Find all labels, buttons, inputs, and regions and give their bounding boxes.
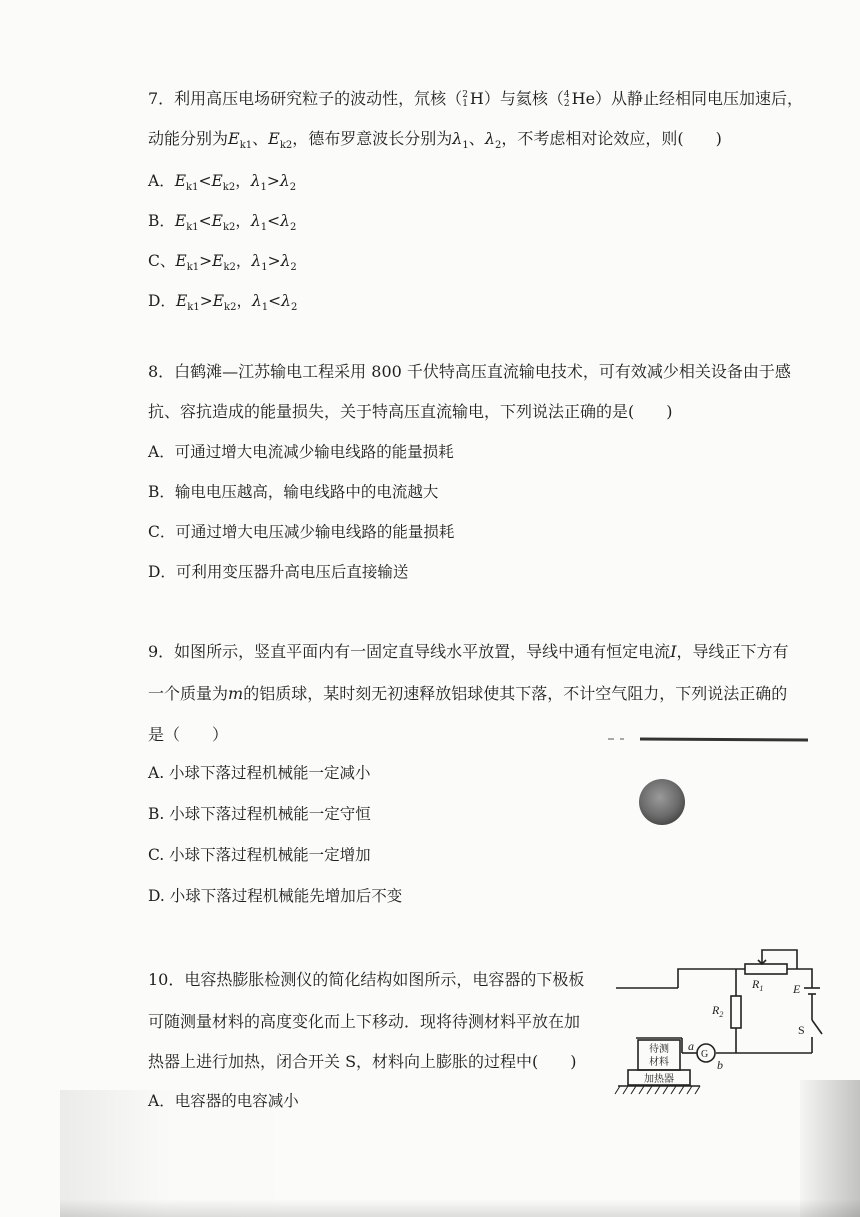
q7-option-b[interactable]: B．$E_{k1}<E_{k2}$，$\lambda_1<\lambda_2$ xyxy=(148,212,297,234)
aluminum-ball xyxy=(639,779,685,825)
q7-stem-line-1: 7．利用高压电场研究粒子的波动性，氘核（ 2 1 H）与氦核（ 4 2 He）从静止经相同电压加速后， xyxy=(148,89,804,109)
q9-stem-line-1: 9．如图所示，竖直平面内有一固定直导线水平放置，导线中通有恒定电流I，导线正下方有 xyxy=(148,642,789,661)
q10-stem-line-1: 10．电容热膨胀检测仪的简化结构如图所示，电容器的下极板 xyxy=(148,970,585,989)
label-material-2: 材料 xyxy=(649,1057,669,1068)
label-r1: $R_1$ xyxy=(752,977,764,993)
q8-stem-line-1: 8．白鹤滩—江苏输电工程采用 800 千伏特高压直流输电技术，可有效减少相关设备由于感 xyxy=(148,362,791,381)
q7-option-c[interactable]: C、$E_{k1}>E_{k2}$，$\lambda_1>\lambda_2$ xyxy=(148,252,297,274)
q10-stem-line-2: 可随测量材料的高度变化而上下移动．现将待测材料平放在加 xyxy=(148,1012,581,1031)
q9-figure xyxy=(600,730,820,830)
label-e: E xyxy=(793,982,801,996)
q8-option-c[interactable]: C．可通过增大电压减少输电线路的能量损耗 xyxy=(148,523,455,541)
q8-option-d[interactable]: D．可利用变压器升高电压后直接输送 xyxy=(148,563,409,581)
deuterium-nuclide: 2 1 xyxy=(462,89,468,109)
q9-option-b[interactable]: B. 小球下落过程机械能一定守恒 xyxy=(148,805,371,823)
q9-option-c[interactable]: C. 小球下落过程机械能一定增加 xyxy=(148,846,371,864)
q9-stem-line-3: 是（ ） xyxy=(148,725,229,744)
q10-option-a[interactable]: A．电容器的电容减小 xyxy=(148,1092,299,1110)
q10-circuit-diagram xyxy=(600,938,836,1098)
q9-stem-line-2: 一个质量为m的铝质球，某时刻无初速释放铝球使其下落，不计空气阻力，下列说法正确的 xyxy=(148,684,788,703)
q9-option-d[interactable]: D. 小球下落过程机械能先增加后不变 xyxy=(148,887,403,905)
scan-shadow-bottom xyxy=(60,1199,860,1217)
label-a: a xyxy=(688,1039,694,1053)
label-s: S xyxy=(798,1023,805,1037)
resistor-r2 xyxy=(731,996,741,1028)
label-material-1: 待测 xyxy=(649,1044,669,1055)
scan-shadow-right xyxy=(800,1080,860,1217)
wire xyxy=(608,739,808,740)
q7-stem-line-2: 动能分别为$E_{k1}$、$E_{k2}$，德布罗意波长分别为$\lambda_1$、$\lambda_2$，不考虑相对论效应，则( ) xyxy=(148,129,722,152)
label-r2: $R_2$ xyxy=(712,1003,724,1019)
q7-option-a[interactable]: A．$E_{k1}<E_{k2}$，$\lambda_1>\lambda_2$ xyxy=(148,172,297,194)
q7-option-d[interactable]: D．$E_{k1}>E_{k2}$，$\lambda_1<\lambda_2$ xyxy=(148,292,298,314)
q8-option-a[interactable]: A．可通过增大电流减少输电线路的能量损耗 xyxy=(148,443,454,461)
scan-shadow-left xyxy=(60,1090,320,1217)
q8-stem-line-2: 抗、容抗造成的能量损失，关于特高压直流输电，下列说法正确的是( ) xyxy=(148,402,673,421)
rheostat-r1 xyxy=(745,964,787,974)
q10-stem-line-3: 热器上进行加热，闭合开关 S，材料向上膨胀的过程中( ) xyxy=(148,1052,577,1071)
q9-option-a[interactable]: A. 小球下落过程机械能一定减小 xyxy=(148,764,371,782)
label-g: G xyxy=(701,1049,709,1060)
label-b: b xyxy=(717,1058,723,1072)
label-heater: 加热器 xyxy=(644,1074,674,1085)
q8-option-b[interactable]: B．输电电压越高，输电线路中的电流越大 xyxy=(148,483,439,501)
helium-nuclide: 4 2 xyxy=(563,89,570,109)
switch-s xyxy=(812,1020,822,1034)
